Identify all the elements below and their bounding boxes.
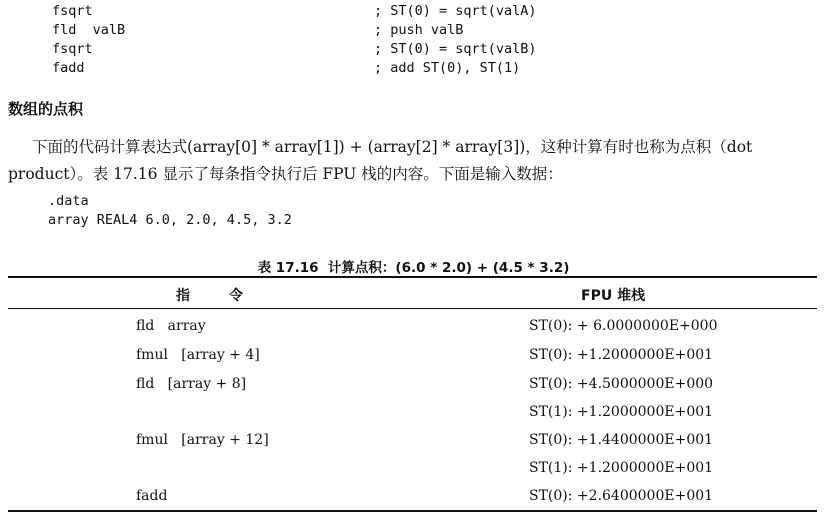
table-header-rule [8,308,817,309]
code-line-fld-valb: fld valB [52,22,126,38]
table-row-instr: fld [array + 8] [136,376,247,392]
table-row-stack: ST(0): +1.2000000E+001 [529,347,714,363]
section-title: 数组的点积 [8,100,84,118]
table-caption: 表 17.16 计算点积：(6.0 * 2.0) + (4.5 * 3.2) [257,260,570,276]
table-row-stack: ST(0): +2.6400000E+001 [529,488,714,504]
body-paragraph: 下面的代码计算表达式(array[0] * array[1]) + (array[2] * array[3])，这种计算有时也称为点积（dot product）。表 17.16 显示了每条指令执行后 FPU 栈的内容。下面是输入数据： [8,138,753,183]
table-row-stack: ST(0): + 6.0000000E+000 [529,318,718,334]
code-line-fsqrt-1: fsqrt [52,3,93,19]
code-line-fsqrt-2: fsqrt [52,41,93,57]
table-row-instr: fld array [136,318,206,334]
table-bottom-rule [8,510,817,512]
table-row-instr: fadd [136,488,168,504]
data-directive: .data [48,193,89,209]
table-row-instr: fmul [array + 12] [136,432,269,448]
table-row-instr: fmul [array + 4] [136,347,260,363]
code-comment-4: ; add ST(0), ST(1) [374,60,521,76]
code-line-fadd: fadd [52,60,85,76]
column-header-instruction: 指 令 [176,288,243,304]
table-row-stack: ST(0): +4.5000000E+000 [529,376,714,392]
table-row-stack: ST(1): +1.2000000E+001 [529,404,714,420]
table-row-stack: ST(0): +1.4400000E+001 [529,432,714,448]
code-comment-3: ; ST(0) = sqrt(valB) [374,41,537,57]
column-header-fpu-stack: FPU 堆栈 [581,288,646,304]
table-row-stack: ST(1): +1.2000000E+001 [529,460,714,476]
code-comment-1: ; ST(0) = sqrt(valA) [374,3,537,19]
code-comment-2: ; push valB [374,22,464,38]
array-declaration: array REAL4 6.0, 2.0, 4.5, 3.2 [48,212,292,228]
table-top-rule [8,276,817,278]
